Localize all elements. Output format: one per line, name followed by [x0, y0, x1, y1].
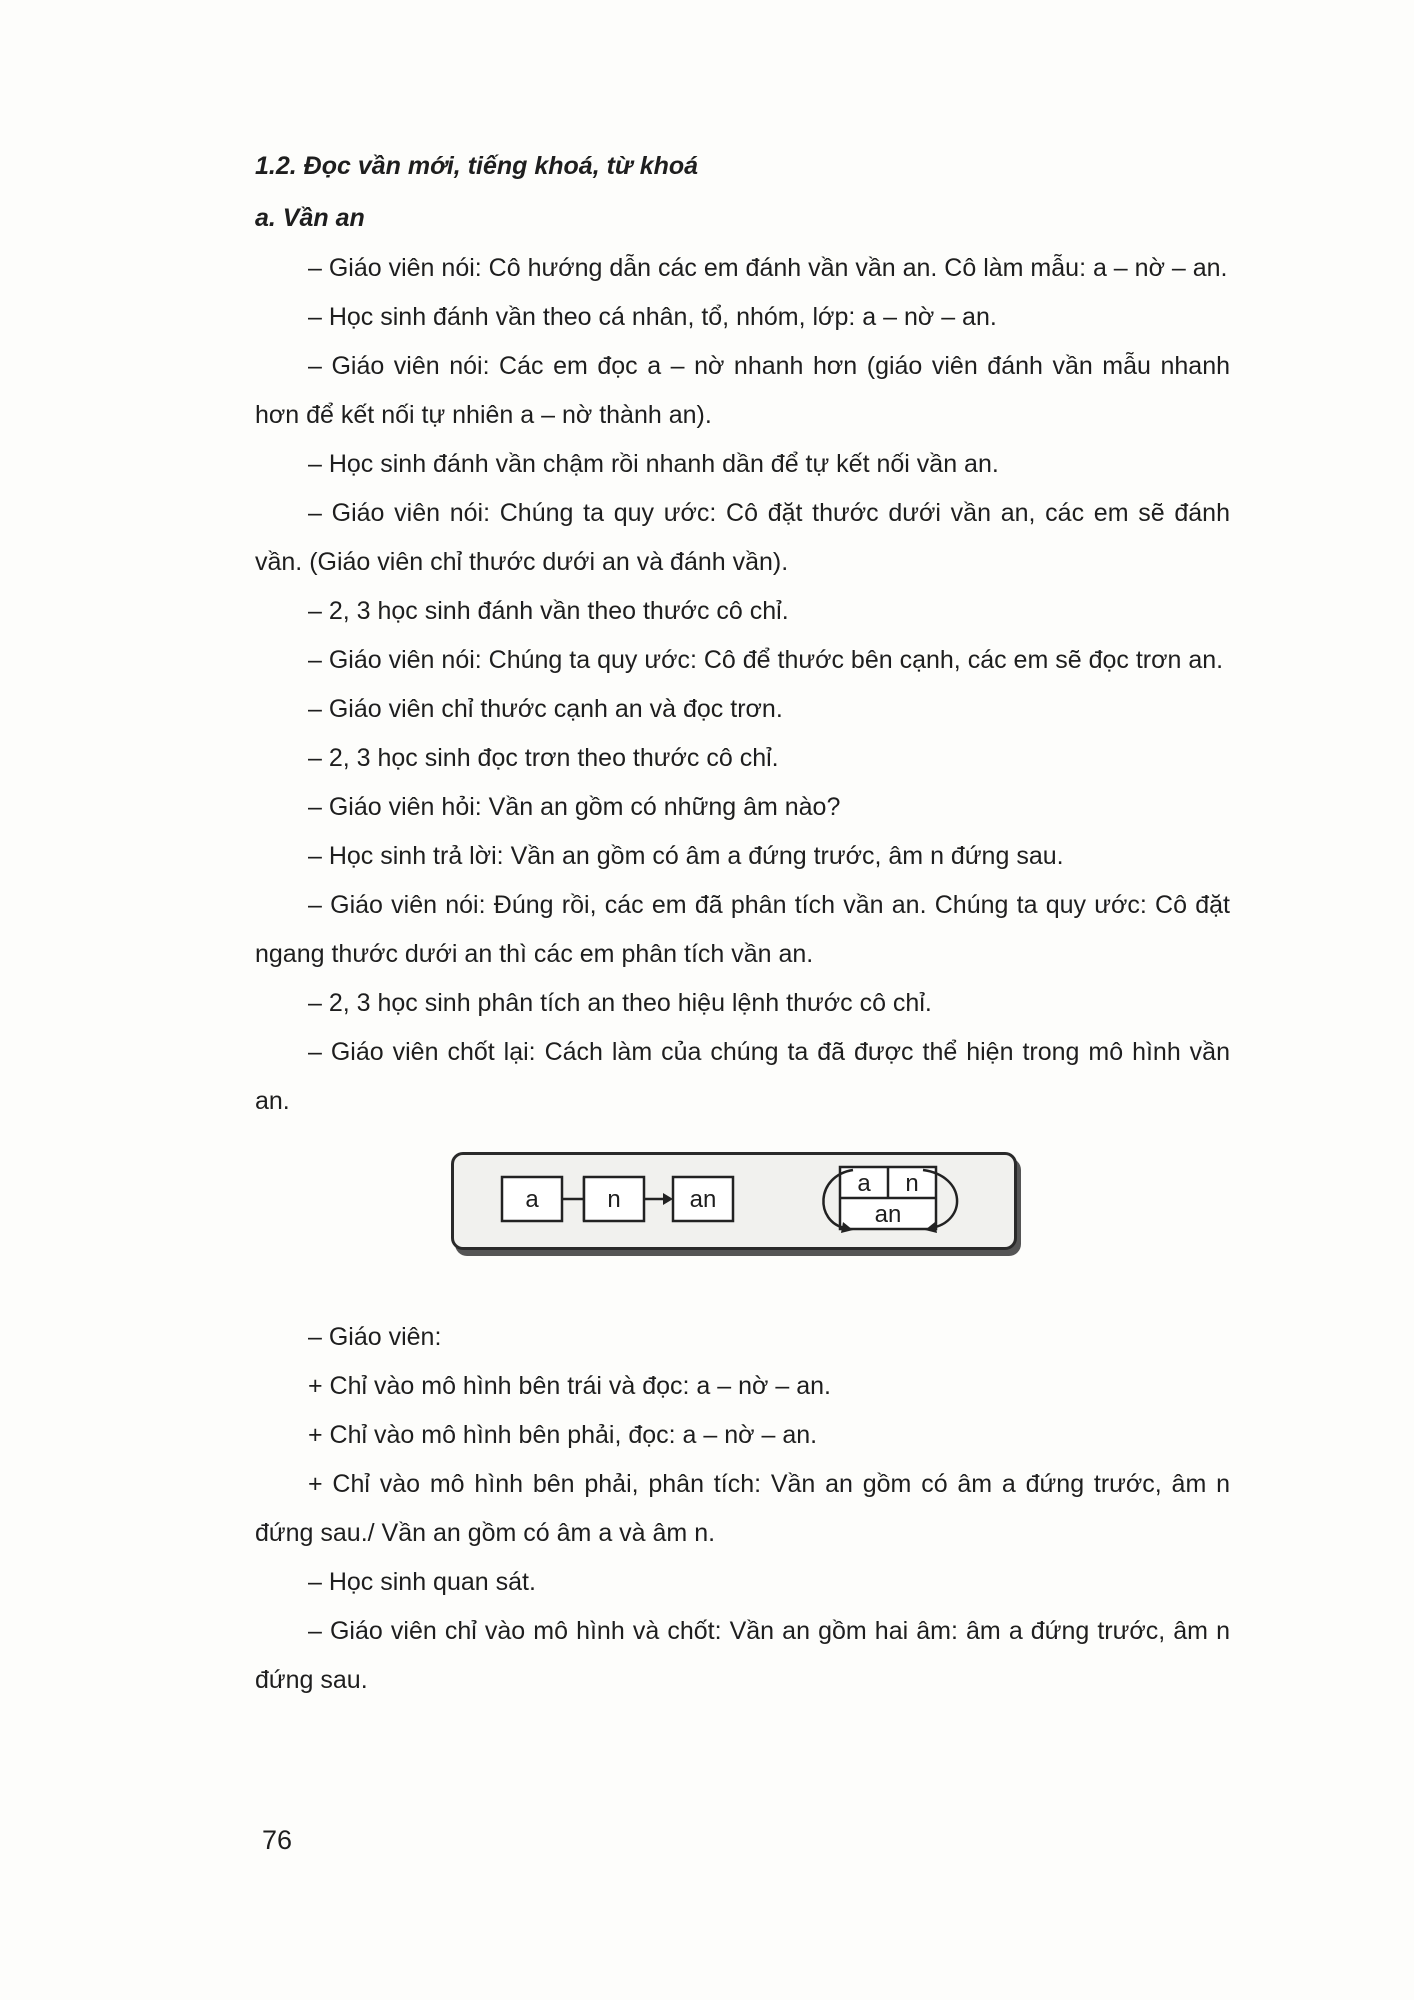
paragraph: – Giáo viên hỏi: Vần an gồm có những âm nào? — [308, 793, 841, 821]
paragraph: – Giáo viên chốt lại: Cách làm của chúng ta đã được thể hiện trong mô hình vần an. — [255, 1038, 1230, 1115]
paragraph: – 2, 3 học sinh đánh vần theo thước cô chỉ. — [308, 597, 789, 625]
paragraph: – Giáo viên nói: Chúng ta quy ước: Cô để thước bên cạnh, các em sẽ đọc trơn an. — [308, 646, 1224, 674]
page-content — [255, 140, 1230, 1705]
paragraph: – 2, 3 học sinh đọc trơn theo thước cô chỉ. — [308, 744, 779, 772]
page-number: 76 — [262, 1825, 293, 1855]
paragraph: – Giáo viên chỉ thước cạnh an và đọc trơn. — [308, 695, 783, 723]
paragraph: – Học sinh quan sát. — [308, 1568, 536, 1596]
paragraph: – Giáo viên: — [308, 1323, 442, 1351]
paragraph: – Học sinh đánh vần chậm rồi nhanh dần để tự kết nối vần an. — [308, 450, 999, 478]
label-n: n — [607, 1186, 621, 1213]
paragraph: + Chỉ vào mô hình bên phải, đọc: a – nờ – an. — [308, 1421, 818, 1449]
paragraph: – Giáo viên nói: Cô hướng dẫn các em đánh vần vần an. Cô làm mẫu: a – nờ – an. — [308, 254, 1228, 282]
paragraph: – 2, 3 học sinh phân tích an theo hiệu lệnh thước cô chỉ. — [308, 989, 932, 1017]
grid-label-an: an — [874, 1201, 902, 1228]
arrow-head — [663, 1193, 673, 1205]
grid-label-n: n — [905, 1170, 919, 1197]
label-an: an — [689, 1186, 717, 1213]
paragraph: + Chỉ vào mô hình bên trái và đọc: a – nờ – an. — [308, 1372, 831, 1400]
paragraph: – Giáo viên nói: Đúng rồi, các em đã phân tích vần an. Chúng ta quy ước: Cô đặt ngang thước dưới an thì các em phân tích vần an. — [255, 891, 1230, 968]
paragraph: – Giáo viên nói: Chúng ta quy ước: Cô đặt thước dưới vần an, các em sẽ đánh vần. (Giáo viên chỉ thước dưới an và đánh vần). — [255, 499, 1230, 576]
subsection-title: a. Vần an — [255, 204, 365, 232]
diagram-svg — [255, 1140, 1230, 1295]
paragraph: – Giáo viên nói: Các em đọc a – nờ nhanh hơn (giáo viên đánh vần mẫu nhanh hơn để kết nối tự nhiên a – nờ thành an). — [255, 352, 1230, 429]
paragraph: + Chỉ vào mô hình bên phải, phân tích: Vần an gồm có âm a đứng trước, âm n đứng sau./ Vần an gồm có âm a và âm n. — [255, 1470, 1230, 1547]
paragraph: – Học sinh trả lời: Vần an gồm có âm a đứng trước, âm n đứng sau. — [308, 842, 1064, 870]
section-title: 1.2. Đọc vần mới, tiếng khoá, từ khoá — [255, 152, 699, 180]
paragraph: – Học sinh đánh vần theo cá nhân, tổ, nhóm, lớp: a – nờ – an. — [308, 303, 997, 331]
paragraph: – Giáo viên chỉ vào mô hình và chốt: Vần an gồm hai âm: âm a đứng trước, âm n đứng sau. — [255, 1617, 1230, 1694]
label-a: a — [525, 1186, 539, 1213]
rhyme-model-diagram — [255, 1140, 1230, 1295]
grid-label-a: a — [857, 1170, 871, 1197]
